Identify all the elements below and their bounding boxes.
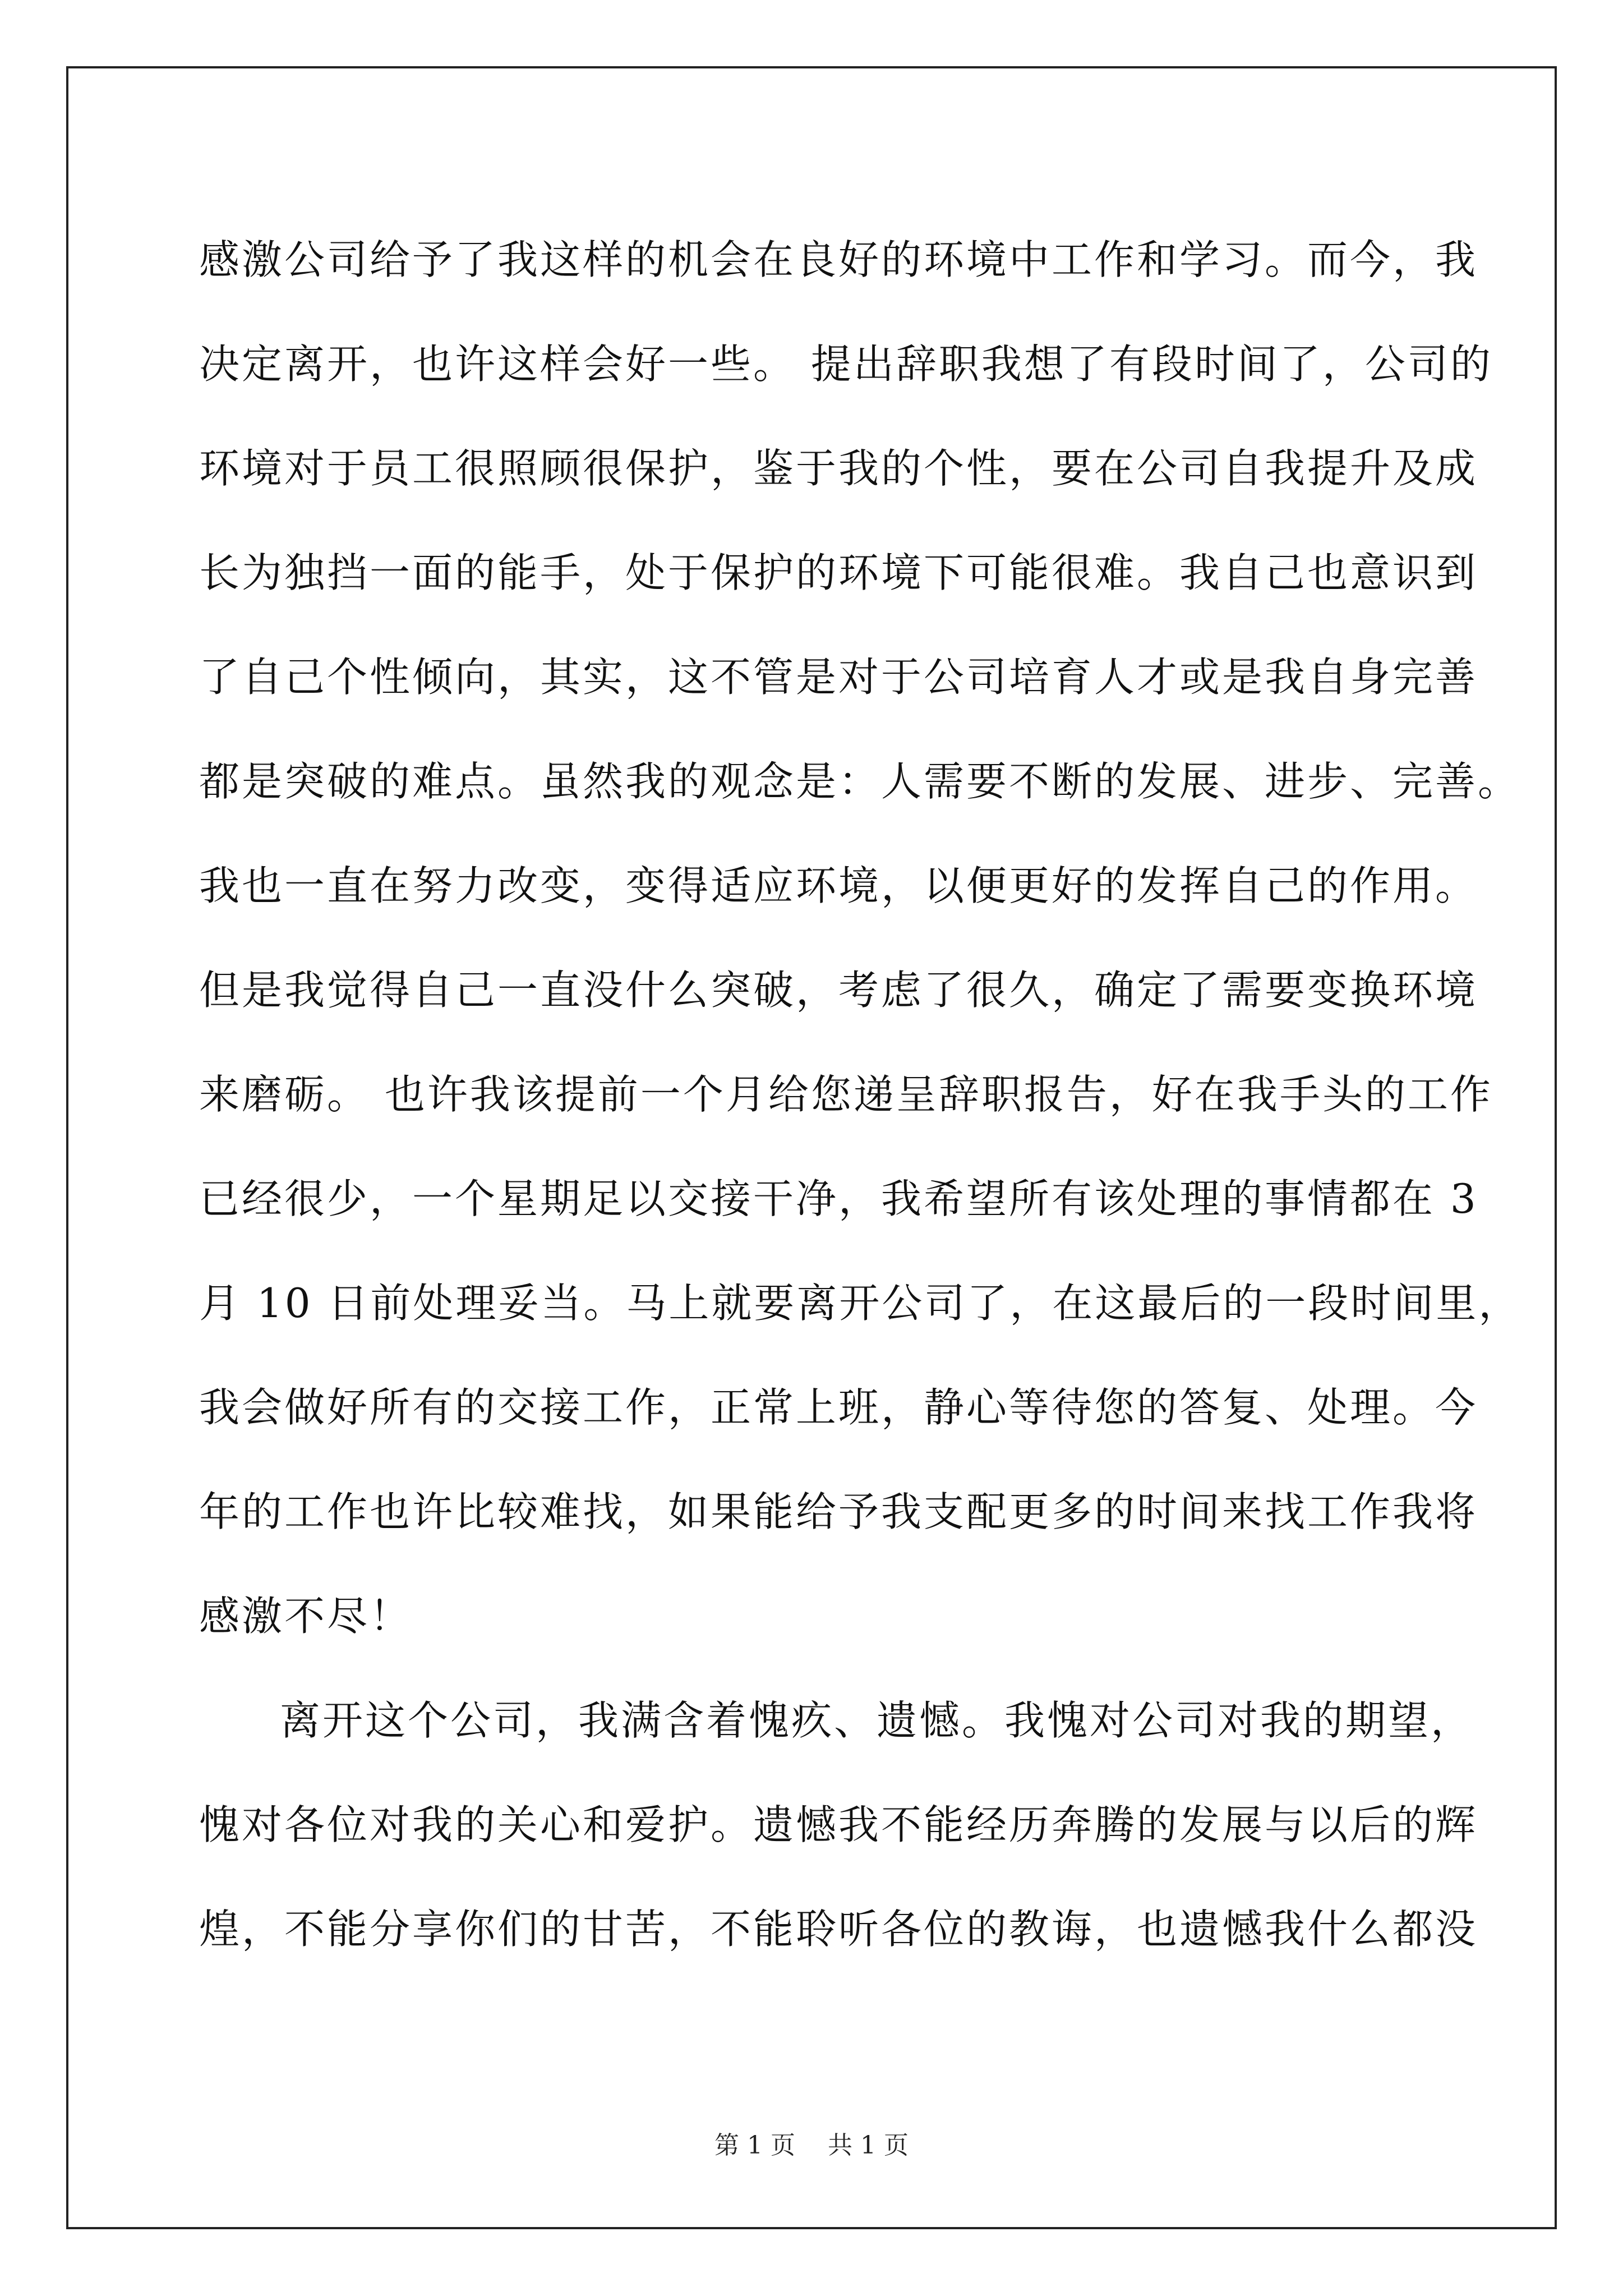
text-line: 长为独挡一面的能手，处于保护的环境下可能很难。我自己也意识到 [199,549,1478,596]
text-line: 煌，不能分享你们的甘苦，不能聆听各位的教诲，也遗憾我什么都没 [199,1906,1478,1953]
text-line: 感激不尽！ [199,1593,413,1640]
text-line: 都是突破的难点。虽然我的观念是：人需要不断的发展、进步、完善。 [199,758,1521,805]
text-line: 我也一直在努力改变，变得适应环境，以便更好的发挥自己的作用。 [199,862,1478,909]
text-line: 已经很少，一个星期足以交接干净，我希望所有该处理的事情都在 3 [199,1175,1478,1222]
paragraph-start-line: 离开这个公司，我满含着愧疚、遗憾。我愧对公司对我的期望， [280,1697,1474,1744]
page-footer [0,2129,1623,2162]
text-line: 决定离开，也许这样会好一些。 提出辞职我想了有段时间了，公司的 [199,341,1493,388]
text-line: 了自己个性倾向，其实，这不管是对于公司培育人才或是我自身完善 [199,654,1478,701]
text-line: 感激公司给予了我这样的机会在良好的环境中工作和学习。而今，我 [199,236,1478,283]
page-count: 共 1 页 [828,2131,909,2160]
text-line: 但是我觉得自己一直没什么突破，考虑了很久，确定了需要变换环境 [199,967,1478,1014]
text-line: 愧对各位对我的关心和爱护。遗憾我不能经历奔腾的发展与以后的辉 [199,1801,1478,1848]
text-line: 来磨砺。 也许我该提前一个月给您递呈辞职报告，好在我手头的工作 [199,1071,1493,1118]
text-line: 月 10 日前处理妥当。马上就要离开公司了，在这最后的一段时间里， [199,1280,1521,1327]
text-line: 我会做好所有的交接工作，正常上班，静心等待您的答复、处理。今 [199,1384,1478,1431]
text-line: 年的工作也许比较难找，如果能给予我支配更多的时间来找工作我将 [199,1488,1478,1535]
document-body [199,208,1521,1981]
page-number: 第 1 页 [714,2131,795,2160]
text-line: 环境对于员工很照顾很保护，鉴于我的个性，要在公司自我提升及成 [199,445,1478,492]
